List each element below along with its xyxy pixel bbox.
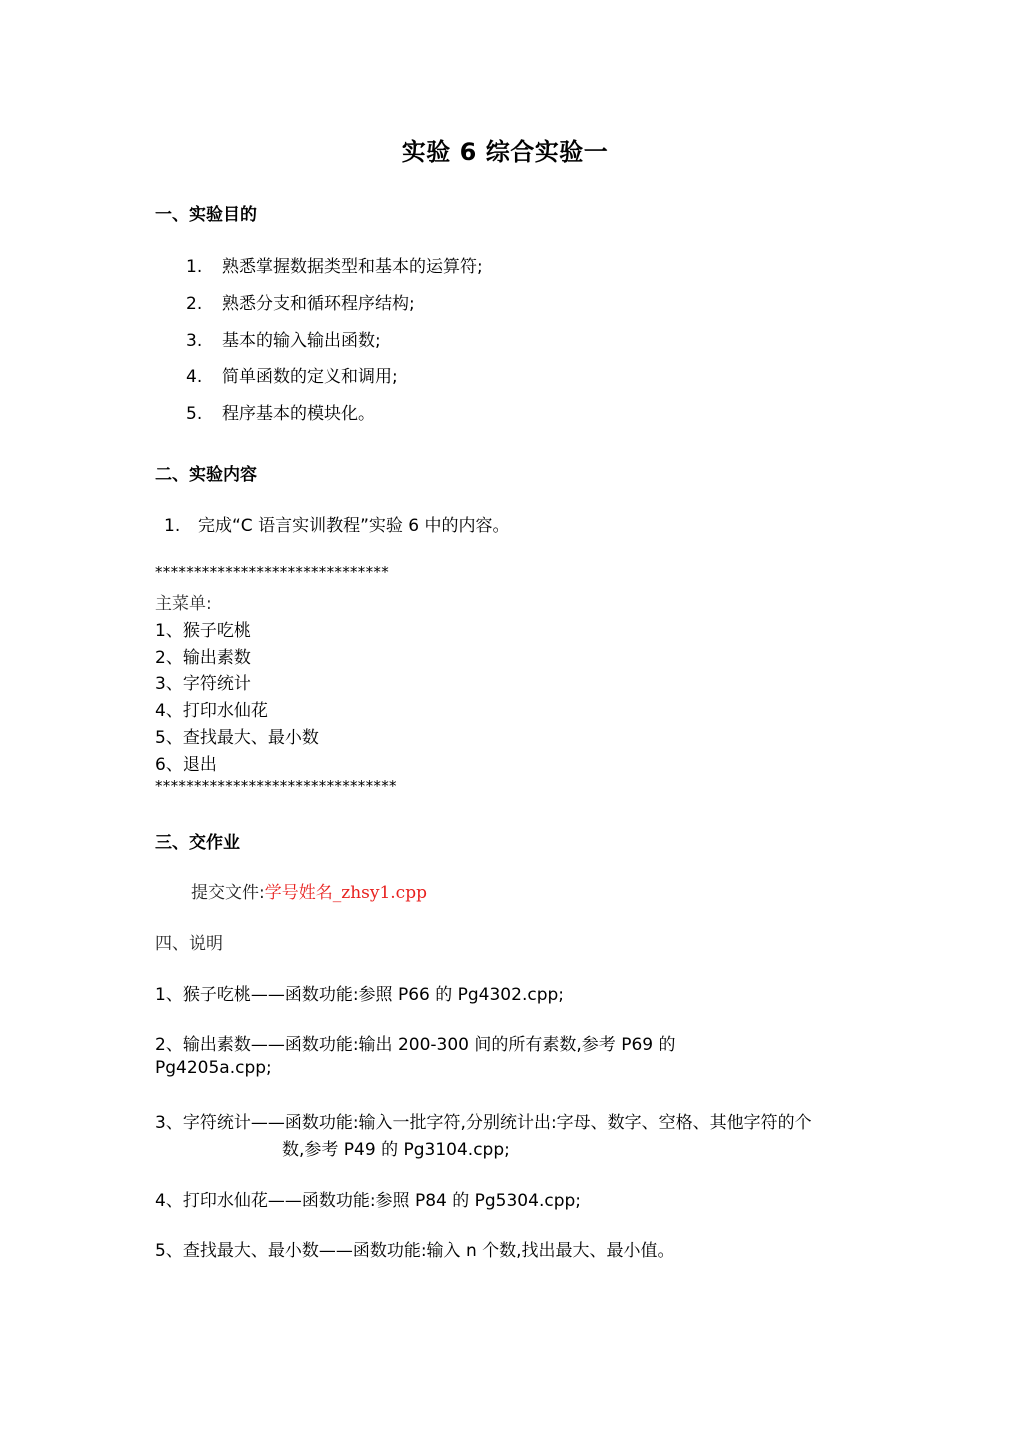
list-item-text: 完成“C 语言实训教程”实验 6 中的内容。 — [198, 516, 510, 536]
list-item — [186, 326, 381, 351]
list-item-text: 熟悉分支和循环程序结构; — [222, 294, 415, 314]
section-heading-purpose: 一、实验目的 — [155, 205, 257, 225]
menu-item: 1、猴子吃桃 — [155, 621, 251, 641]
section-heading-notes: 四、说明 — [155, 934, 223, 954]
submit-filename: 学号姓名_zhsy1.cpp — [264, 883, 427, 903]
list-item — [164, 511, 510, 536]
menu-border-bottom: ******************************* — [155, 777, 397, 795]
menu-item: 5、查找最大、最小数 — [155, 728, 319, 748]
list-item-number: 4. — [186, 367, 203, 387]
list-item-text: 基本的输入输出函数; — [222, 331, 381, 351]
list-item-number: 1. — [164, 516, 181, 536]
menu-item: 2、输出素数 — [155, 648, 251, 668]
list-item-text: 程序基本的模块化。 — [222, 404, 375, 424]
page-title: 实验 6 综合实验一 — [401, 138, 609, 166]
list-item-number: 1. — [186, 257, 203, 277]
menu-item: 4、打印水仙花 — [155, 701, 268, 721]
note-paragraph-continued: Pg4205a.cpp; — [155, 1058, 272, 1078]
note-paragraph: 3、字符统计——函数功能:输入一批字符,分别统计出:字母、数字、空格、其他字符的个 — [155, 1113, 812, 1133]
list-item — [186, 252, 483, 277]
submit-line — [191, 878, 427, 903]
section-heading-homework: 三、交作业 — [155, 833, 240, 853]
section-heading-content: 二、实验内容 — [155, 465, 257, 485]
submit-label: 提交文件: — [191, 883, 265, 903]
note-paragraph: 2、输出素数——函数功能:输出 200-300 间的所有素数,参考 P69 的 — [155, 1035, 676, 1055]
list-item-number: 2. — [186, 294, 203, 314]
menu-title: 主菜单: — [155, 594, 212, 614]
list-item — [186, 289, 415, 314]
list-item-text: 简单函数的定义和调用; — [222, 367, 398, 387]
menu-item: 6、退出 — [155, 755, 217, 775]
menu-border-top: ****************************** — [155, 563, 389, 581]
menu-item: 3、字符统计 — [155, 674, 251, 694]
list-item-number: 3. — [186, 331, 203, 351]
note-paragraph: 1、猴子吃桃——函数功能:参照 P66 的 Pg4302.cpp; — [155, 985, 565, 1005]
list-item — [186, 362, 398, 387]
note-paragraph: 4、打印水仙花——函数功能:参照 P84 的 Pg5304.cpp; — [155, 1191, 582, 1211]
note-paragraph-continued: 数,参考 P49 的 Pg3104.cpp; — [282, 1140, 510, 1160]
list-item — [186, 399, 375, 424]
list-item-text: 熟悉掌握数据类型和基本的运算符; — [222, 257, 483, 277]
note-paragraph: 5、查找最大、最小数——函数功能:输入 n 个数,找出最大、最小值。 — [155, 1241, 675, 1261]
list-item-number: 5. — [186, 404, 203, 424]
